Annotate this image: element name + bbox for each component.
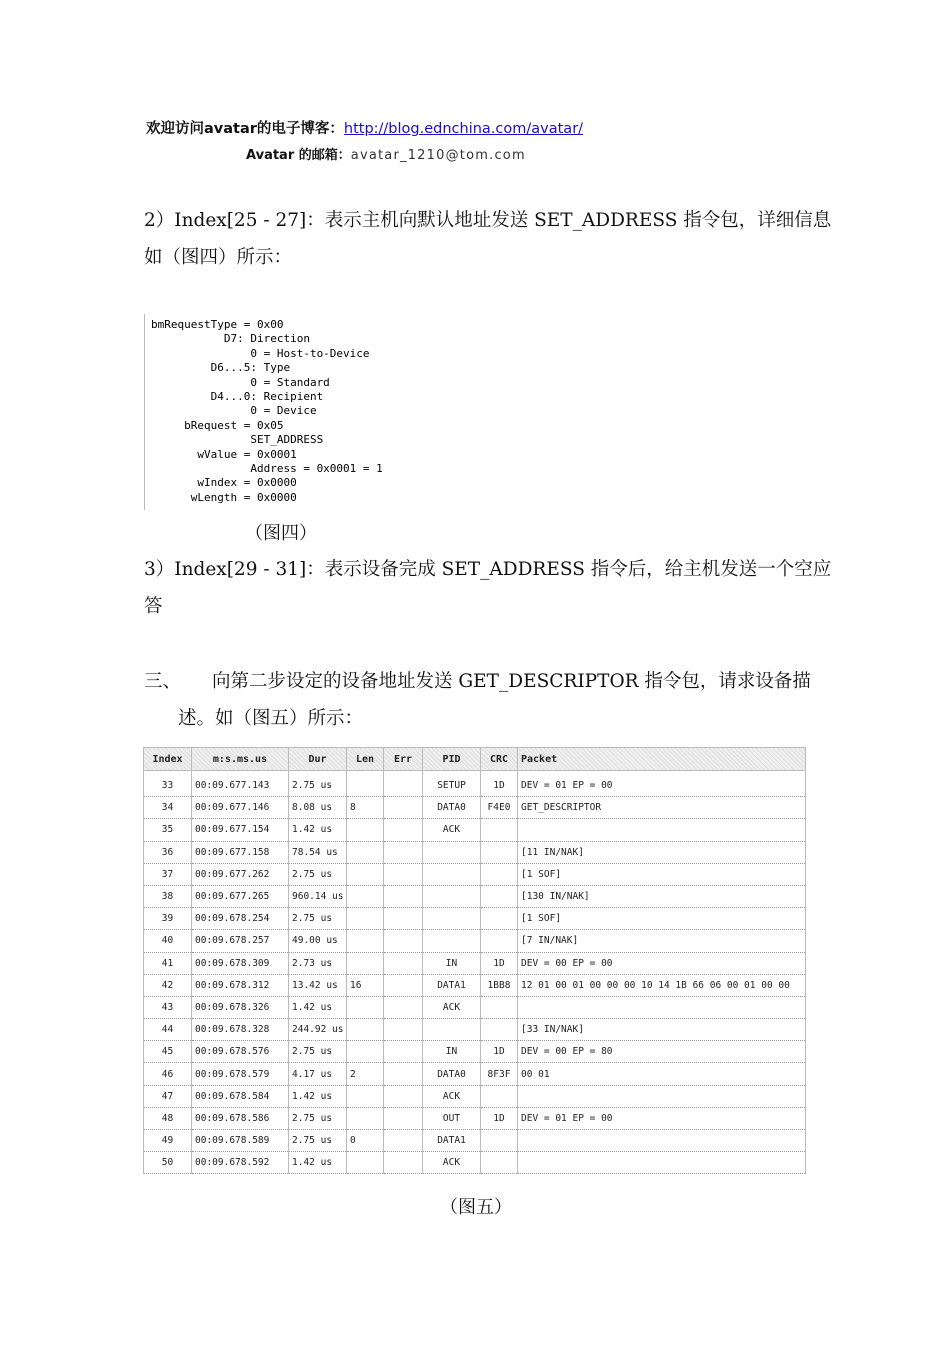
table-cell: 00:09.677.265 xyxy=(192,885,289,907)
table-cell: DATA0 xyxy=(423,797,481,819)
table-cell: 960.14 us xyxy=(289,885,347,907)
table-cell xyxy=(423,885,481,907)
table-cell: 00 01 xyxy=(518,1063,806,1085)
table-cell: 00:09.677.158 xyxy=(192,841,289,863)
paragraph-2-line-2: 如（图四）所示： xyxy=(144,247,293,268)
table-cell: 40 xyxy=(144,930,192,952)
table-cell xyxy=(481,908,518,930)
table-cell xyxy=(347,863,384,885)
table-cell: 2 xyxy=(347,1063,384,1085)
table-cell xyxy=(481,1085,518,1107)
table-cell: DATA0 xyxy=(423,1063,481,1085)
table-cell: [7 IN/NAK] xyxy=(518,930,806,952)
table-cell: 48 xyxy=(144,1107,192,1129)
table-cell: 36 xyxy=(144,841,192,863)
table-row[interactable] xyxy=(144,1107,806,1129)
table-cell xyxy=(347,1085,384,1107)
section-3-line-2: 述。如（图五）所示： xyxy=(178,708,364,729)
table-cell: 00:09.678.584 xyxy=(192,1085,289,1107)
table-cell: 00:09.677.262 xyxy=(192,863,289,885)
table-row[interactable] xyxy=(144,908,806,930)
table-row[interactable] xyxy=(144,1152,806,1174)
table-row[interactable] xyxy=(144,1041,806,1063)
table-cell xyxy=(347,885,384,907)
column-header-index[interactable]: Index xyxy=(144,748,192,771)
table-cell: SETUP xyxy=(423,771,481,797)
table-cell: 00:09.678.326 xyxy=(192,996,289,1018)
column-header-err[interactable]: Err xyxy=(384,748,423,771)
table-cell xyxy=(384,771,423,797)
paragraph-2-line-1: 2）Index[25 - 27]：表示主机向默认地址发送 SET_ADDRESS 指令包，详细信息 xyxy=(144,210,832,231)
table-cell xyxy=(384,1019,423,1041)
table-cell: 00:09.678.312 xyxy=(192,974,289,996)
table-cell: 2.75 us xyxy=(289,1107,347,1129)
table-cell: 00:09.678.576 xyxy=(192,1041,289,1063)
table-cell: 8F3F xyxy=(481,1063,518,1085)
table-cell xyxy=(481,996,518,1018)
table-cell: DEV = 01 EP = 00 xyxy=(518,771,806,797)
table-cell xyxy=(347,1041,384,1063)
table-cell xyxy=(481,885,518,907)
table-cell: 8 xyxy=(347,797,384,819)
table-row[interactable] xyxy=(144,841,806,863)
table-cell: 38 xyxy=(144,885,192,907)
table-cell xyxy=(384,1130,423,1152)
table-cell xyxy=(423,908,481,930)
column-header-packet[interactable]: Packet xyxy=(518,748,806,771)
table-cell: 16 xyxy=(347,974,384,996)
table-cell: 00:09.677.146 xyxy=(192,797,289,819)
mail-address: avatar_1210@tom.com xyxy=(350,148,526,163)
table-cell xyxy=(481,841,518,863)
column-header-len[interactable]: Len xyxy=(347,748,384,771)
table-cell: ACK xyxy=(423,1085,481,1107)
table-cell: DEV = 00 EP = 80 xyxy=(518,1041,806,1063)
figure-4-setup-packet xyxy=(144,314,405,510)
table-cell: 39 xyxy=(144,908,192,930)
figure-4-text: bmRequestType = 0x00 D7: Direction 0 = Host-to-Device D6...5: Type 0 = Standard D4...0: Recipient 0 = Device bRequest = 0x05 SET_ADDRESS wValue = 0x0001 Address = 0x0001 = 1 wIndex = 0x0000 wLength = 0x0000 xyxy=(151,318,383,504)
table-cell: 1D xyxy=(481,952,518,974)
table-cell: 42 xyxy=(144,974,192,996)
table-cell: 49.00 us xyxy=(289,930,347,952)
table-cell xyxy=(481,1152,518,1174)
table-cell xyxy=(384,908,423,930)
table-cell xyxy=(481,863,518,885)
table-cell: 2.75 us xyxy=(289,1041,347,1063)
table-cell xyxy=(481,819,518,841)
table-cell xyxy=(384,819,423,841)
blog-header xyxy=(146,117,583,138)
table-cell: 8.08 us xyxy=(289,797,347,819)
table-cell xyxy=(518,1130,806,1152)
table-cell xyxy=(347,819,384,841)
table-cell: 00:09.678.328 xyxy=(192,1019,289,1041)
table-cell: 1.42 us xyxy=(289,1085,347,1107)
table-cell xyxy=(423,930,481,952)
table-cell: 1BB8 xyxy=(481,974,518,996)
table-cell: 244.92 us xyxy=(289,1019,347,1041)
table-row[interactable] xyxy=(144,1085,806,1107)
table-cell xyxy=(481,930,518,952)
table-cell: [1 SOF] xyxy=(518,908,806,930)
table-cell: 50 xyxy=(144,1152,192,1174)
table-cell xyxy=(423,863,481,885)
table-cell xyxy=(384,1041,423,1063)
table-cell: 12 01 00 01 00 00 00 10 14 1B 66 06 00 01 00 00 xyxy=(518,974,806,996)
table-cell xyxy=(347,930,384,952)
table-cell xyxy=(347,1019,384,1041)
figure-5-packet-table xyxy=(143,747,806,1174)
table-cell: 35 xyxy=(144,819,192,841)
welcome-text: 欢迎访问avatar的电子博客： xyxy=(146,121,344,137)
table-cell: DEV = 01 EP = 00 xyxy=(518,1107,806,1129)
column-header-dur[interactable]: Dur xyxy=(289,748,347,771)
table-cell xyxy=(384,885,423,907)
table-cell: ACK xyxy=(423,996,481,1018)
table-cell xyxy=(347,1107,384,1129)
section-3-line-1: 向第二步设定的设备地址发送 GET_DESCRIPTOR 指令包，请求设备描 xyxy=(212,671,811,692)
table-row[interactable] xyxy=(144,1130,806,1152)
table-cell xyxy=(518,819,806,841)
table-row[interactable] xyxy=(144,974,806,996)
table-cell: DATA1 xyxy=(423,1130,481,1152)
table-cell xyxy=(384,863,423,885)
table-cell xyxy=(518,1085,806,1107)
table-cell xyxy=(384,930,423,952)
table-cell: OUT xyxy=(423,1107,481,1129)
table-cell xyxy=(384,1085,423,1107)
table-cell: 2.75 us xyxy=(289,771,347,797)
table-row[interactable] xyxy=(144,797,806,819)
table-cell: 0 xyxy=(347,1130,384,1152)
table-cell xyxy=(384,1063,423,1085)
table-cell xyxy=(384,1107,423,1129)
table-cell: 13.42 us xyxy=(289,974,347,996)
table-cell xyxy=(384,996,423,1018)
table-cell: 00:09.677.143 xyxy=(192,771,289,797)
figure-4-caption: （图四） xyxy=(245,523,317,544)
table-body xyxy=(144,771,806,1174)
table-cell xyxy=(481,1130,518,1152)
table-cell: 1D xyxy=(481,1041,518,1063)
table-cell: 00:09.678.254 xyxy=(192,908,289,930)
table-cell xyxy=(347,771,384,797)
table-cell: 2.75 us xyxy=(289,908,347,930)
table-cell: 78.54 us xyxy=(289,841,347,863)
table-cell xyxy=(518,996,806,1018)
table-cell xyxy=(384,1152,423,1174)
table-row[interactable] xyxy=(144,863,806,885)
table-cell xyxy=(384,952,423,974)
table-cell: [130 IN/NAK] xyxy=(518,885,806,907)
table-cell xyxy=(481,1019,518,1041)
table-cell: [11 IN/NAK] xyxy=(518,841,806,863)
table-cell: 00:09.678.579 xyxy=(192,1063,289,1085)
table-row[interactable] xyxy=(144,771,806,797)
table-row[interactable] xyxy=(144,996,806,1018)
column-header-crc[interactable]: CRC xyxy=(481,748,518,771)
table-cell: 00:09.678.257 xyxy=(192,930,289,952)
table-cell: 1.42 us xyxy=(289,819,347,841)
table-cell xyxy=(347,908,384,930)
table-cell: GET_DESCRIPTOR xyxy=(518,797,806,819)
table-cell: 43 xyxy=(144,996,192,1018)
paragraph-3-line-1: 3）Index[29 - 31]：表示设备完成 SET_ADDRESS 指令后，给主机发送一个空应 xyxy=(144,559,832,580)
table-row[interactable] xyxy=(144,1019,806,1041)
table-row[interactable] xyxy=(144,952,806,974)
table-cell: 44 xyxy=(144,1019,192,1041)
column-header-time[interactable]: m:s.ms.us xyxy=(192,748,289,771)
mail-header xyxy=(246,144,526,163)
table-cell: 00:09.678.586 xyxy=(192,1107,289,1129)
table-cell xyxy=(384,797,423,819)
table-cell: 00:09.678.589 xyxy=(192,1130,289,1152)
table-header-row xyxy=(144,748,806,771)
figure-5-caption: （图五） xyxy=(440,1197,512,1218)
table-cell: [33 IN/NAK] xyxy=(518,1019,806,1041)
table-cell xyxy=(347,841,384,863)
table-row[interactable] xyxy=(144,930,806,952)
table-cell: 1D xyxy=(481,771,518,797)
table-cell: ACK xyxy=(423,819,481,841)
table-cell: 34 xyxy=(144,797,192,819)
table-cell: 41 xyxy=(144,952,192,974)
table-cell: F4E0 xyxy=(481,797,518,819)
table-cell: 2.75 us xyxy=(289,863,347,885)
table-cell: 00:09.678.592 xyxy=(192,1152,289,1174)
table-cell xyxy=(518,1152,806,1174)
table-cell: 00:09.678.309 xyxy=(192,952,289,974)
table-cell xyxy=(347,952,384,974)
column-header-pid[interactable]: PID xyxy=(423,748,481,771)
table-row[interactable] xyxy=(144,885,806,907)
table-cell: 33 xyxy=(144,771,192,797)
table-cell: IN xyxy=(423,952,481,974)
table-cell: 1.42 us xyxy=(289,996,347,1018)
table-cell: 37 xyxy=(144,863,192,885)
paragraph-3-line-2: 答 xyxy=(144,596,163,617)
section-3-number: 三、 xyxy=(144,671,182,692)
table-cell xyxy=(423,1019,481,1041)
table-cell: IN xyxy=(423,1041,481,1063)
blog-link[interactable]: http://blog.ednchina.com/avatar/ xyxy=(343,121,584,137)
table-cell: ACK xyxy=(423,1152,481,1174)
table-cell: 2.73 us xyxy=(289,952,347,974)
table-cell: 45 xyxy=(144,1041,192,1063)
table-cell: 1.42 us xyxy=(289,1152,347,1174)
table-cell xyxy=(384,974,423,996)
table-row[interactable] xyxy=(144,1063,806,1085)
table-cell xyxy=(423,841,481,863)
table-cell: 2.75 us xyxy=(289,1130,347,1152)
table-cell: DEV = 00 EP = 00 xyxy=(518,952,806,974)
mail-label: Avatar 的邮箱： xyxy=(246,148,351,163)
table-cell xyxy=(384,841,423,863)
table-cell: 47 xyxy=(144,1085,192,1107)
table-cell xyxy=(347,1152,384,1174)
table-cell xyxy=(347,996,384,1018)
table-cell: 4.17 us xyxy=(289,1063,347,1085)
table-cell: 49 xyxy=(144,1130,192,1152)
table-cell: 00:09.677.154 xyxy=(192,819,289,841)
table-cell: 1D xyxy=(481,1107,518,1129)
table-cell: [1 SOF] xyxy=(518,863,806,885)
table-cell: DATA1 xyxy=(423,974,481,996)
table-row[interactable] xyxy=(144,819,806,841)
table-cell: 46 xyxy=(144,1063,192,1085)
